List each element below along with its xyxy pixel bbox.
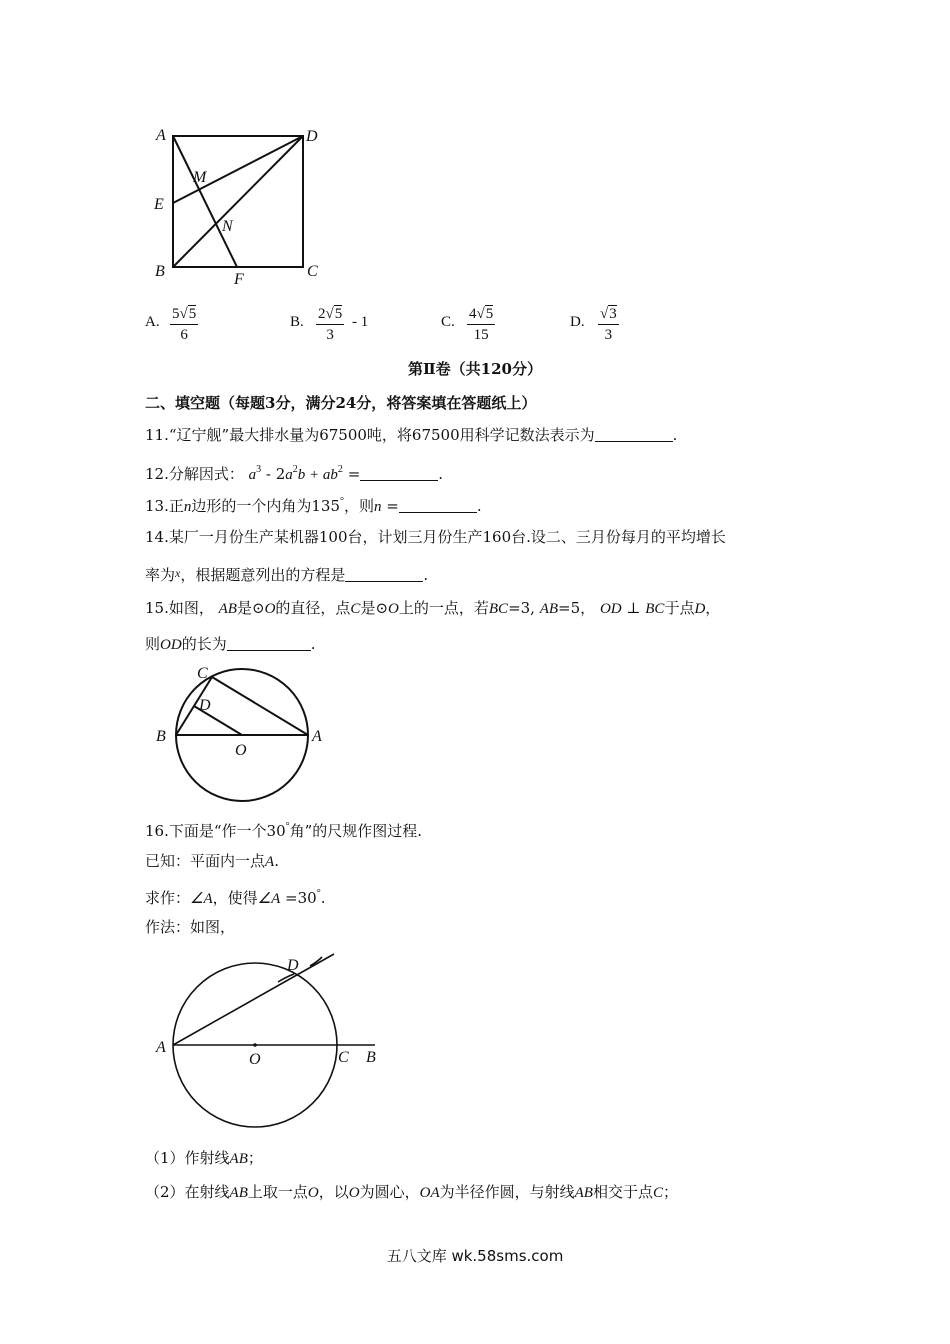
label-C: C xyxy=(338,1049,349,1066)
question-12: 12.分解因式： $a^3 - 2a^2b + ab^2$ = . xyxy=(145,464,444,483)
section-title: 第Ⅱ卷（共120分） xyxy=(408,360,542,378)
question-14-line2: 率为$^x$，根据题意列出的方程是 . xyxy=(145,566,429,584)
option-a-value: $\frac{5√5}{6}$ xyxy=(172,306,197,343)
option-d-value: $\frac{√3}{3}$ xyxy=(600,306,617,343)
option-a-label: A. xyxy=(145,314,160,330)
label-E: E xyxy=(154,196,164,213)
option-b-tail: - 1 xyxy=(352,314,369,330)
answer-blank-13[interactable] xyxy=(399,496,477,513)
question-15-line1: 15.如图， AB是⊙O的直径，点C是⊙O上的一点，若BC=3, AB=5， OD ⊥ BC于点D， xyxy=(145,599,721,617)
label-F: F xyxy=(234,271,244,288)
label-D: D xyxy=(199,697,211,714)
option-b-label: B. xyxy=(290,314,304,330)
question-16: 16.下面是“作一个30°角”的尺规作图过程. xyxy=(145,821,423,840)
question-13: 13.正n边形的一个内角为135°，则n = . xyxy=(145,496,482,515)
question-11: 11.“辽宁舰”最大排水量为67500吨，将67500用科学记数法表示为 . xyxy=(145,426,678,444)
option-b-value: $\frac{2√5}{3}$ xyxy=(318,306,343,343)
label-A: A xyxy=(312,728,322,745)
question-16-method: 作法：如图， xyxy=(145,918,236,936)
label-M: M xyxy=(193,169,207,186)
answer-blank-15[interactable] xyxy=(227,634,311,651)
square-figure xyxy=(145,120,345,295)
answer-blank-14[interactable] xyxy=(345,565,423,582)
label-O: O xyxy=(235,742,247,759)
footer-watermark: 五八文库 wk.58sms.com xyxy=(386,1247,564,1265)
part2-heading: 二、填空题（每题3分，满分24分，将答案填在答题纸上） xyxy=(145,394,537,412)
label-D: D xyxy=(287,957,299,974)
question-16-known: 已知：平面内一点A. xyxy=(145,852,279,870)
label-C: C xyxy=(197,665,208,682)
question-16-required: 求作：∠A，使得∠A =30°. xyxy=(145,888,326,907)
label-D: D xyxy=(306,128,318,145)
answer-blank-11[interactable] xyxy=(595,425,673,442)
step-2: （2）在射线AB上取一点O，以O为圆心，OA为半径作圆，与射线AB相交于点C； xyxy=(145,1183,678,1201)
label-B: B xyxy=(155,263,165,280)
label-B: B xyxy=(366,1049,376,1066)
label-C: C xyxy=(307,263,318,280)
question-15-line2: 则OD的长为 . xyxy=(145,635,316,653)
option-c-label: C. xyxy=(441,314,455,330)
answer-blank-12[interactable] xyxy=(360,464,438,481)
question-14-line1: 14.某厂一月份生产某机器100台，计划三月份生产160台.设二、三月份每月的平均增长 xyxy=(145,528,726,546)
option-d-label: D. xyxy=(570,314,585,330)
construction-figure xyxy=(150,950,390,1140)
label-A: A xyxy=(156,127,166,144)
label-B: B xyxy=(156,728,166,745)
label-A: A xyxy=(156,1039,166,1056)
option-c-value: $\frac{4√5}{15}$ xyxy=(469,306,494,343)
label-N: N xyxy=(222,218,233,235)
label-O: O xyxy=(249,1051,261,1068)
circle-figure-15 xyxy=(150,660,350,820)
step-1: （1）作射线AB； xyxy=(145,1149,263,1167)
